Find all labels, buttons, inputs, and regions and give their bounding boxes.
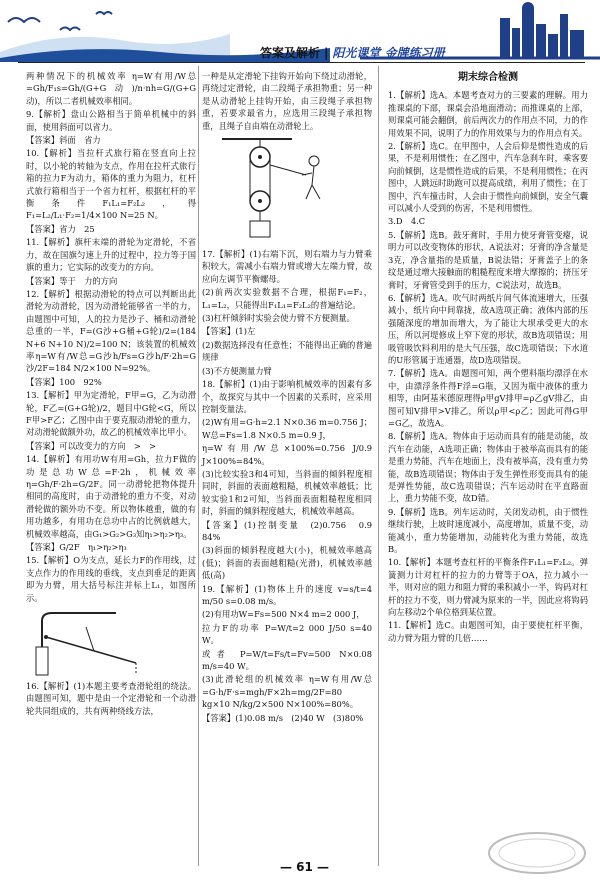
- pulley-diagram: [202, 135, 352, 245]
- paragraph: 16.【解析】(1)本题主要考查滑轮组的绕法。由题图可知，题中是由一个定滑轮和一个动滑轮共同组成的，共有两种绕线方法，: [26, 681, 196, 716]
- paragraph: (3)比较实验3和4可知，当斜面的倾斜程度相同时，斜面的表面越粗糙，机械效率越低；比较实验1和2可知，当斜面表面粗糙程度相同时，斜面的倾斜程度越大，机械效率越高。: [202, 468, 372, 517]
- column-left: [26, 70, 196, 870]
- paragraph: 19.【解析】(1)物体上升的速度 v=s/t=4 m/50 s=0.08 m/s。: [202, 583, 372, 606]
- paragraph: 18.【解析】(1)由于影响机械效率的因素有多个，故探究与其中一个因素的关系时，应采用控制变量法。: [202, 379, 372, 414]
- paragraph: 【答案】(1)控制变量 (2)0.756 0.9 84%: [202, 519, 381, 542]
- paragraph: 【答案】省力 25: [26, 223, 95, 234]
- paragraph: 【答案】(1)0.08 m/s (2)40 W (3)80%: [202, 712, 364, 723]
- series-label: 阳光课堂 金牌练习册: [332, 46, 445, 60]
- paragraph: (2)前两次实验数据不合理，根据F₁=F₂，L₁=L₂，只能得出F₁L₁=F₂L₂的普遍结论。: [202, 287, 372, 310]
- header-rule: [18, 62, 585, 63]
- paragraph: 【答案】斜面 省力: [26, 135, 101, 146]
- paragraph: 【答案】(1)左: [202, 326, 256, 337]
- section-title: 期末综合检测: [458, 72, 518, 83]
- page-number: — 61 —: [280, 860, 330, 874]
- paragraph: (3)不方便测量力臂: [202, 365, 272, 376]
- column-divider: [378, 66, 379, 866]
- paragraph: 14.【解析】有用功W有用=Gh，拉力F做的功是总功W总=F·2h，机械效率η=Gh/F·2h=G/2F。同一动滑轮把物体提升相同的高度时，由于动滑轮的重力不变，对动滑轮做的额外功不变。所以物体越重，做的有用功越多，有用功在总功中占的比例就越大，机械效率越高，由G₁>G₂>G₃知η₁>η₂>η₃。: [26, 454, 196, 539]
- paragraph: 11.【解析】旗杆末端的滑轮为定滑轮，不省力，故在国旗匀速上升的过程中，拉力等于国旗的重力；它实际的改变力的方向。: [26, 237, 196, 273]
- paragraph: 10.【解析】本题考查杠杆的平衡条件F₁L₁=F₂L₂。弹簧测力计对杠杆的拉力的力臂等于OA，拉力减小一半，则对应的阻力和阻力臂的乘积减小一半，钩码对杠杆的拉力不变，则力臂减为原来的一半，因此应将钩码向左移动2个单位格到某位置。: [388, 557, 588, 618]
- paragraph: 两种情况下的机械效率 η=W有用/W总=Gh/F₁s=Gh/(G+G动)/n·nh=G/(G+G动)，所以二者机械效率相同。: [26, 71, 196, 106]
- paragraph: 【答案】等于 力的方向: [26, 275, 118, 286]
- paragraph: 【答案】100 92%: [26, 376, 102, 387]
- paragraph: 拉力F的功率 P=W/t=2 000 J/50 s=40 W。: [202, 622, 372, 646]
- paragraph: (2)数据选择没有任意性；不能得出正确的普遍规律: [202, 339, 372, 363]
- lever-diagram: [26, 607, 186, 677]
- paragraph: 一种是从定滑轮下挂钩开始向下绕过动滑轮，再绕过定滑轮，由二段绳子承担物重；另一种是从动滑轮上挂钩开始，由三段绳子承担物重，若要求最省力，应选用三段绳子承担物重，且绳子自由端在动滑轮上。: [202, 71, 372, 131]
- paragraph: 17.【解析】(1)右端下沉，则右端力与力臂乘积较大，需减小右端力臂或增大左端力臂，故应向左调节平衡螺母。: [202, 249, 372, 284]
- paragraph: 1.【解析】选A。本题考查对力的三要素的理解。用力推课桌的下部，课桌会沿地面滑动；而推课桌的上部，则课桌可能会翻倒，前后两次力的作用点不同，力的作用效果不同，说明了力的作用效果与力的作用点有关。: [388, 90, 588, 138]
- paragraph: 5.【解析】选B。鼓牙膏时，手用力使牙膏管变瘪，说明力可以改变物体的形状，A说法对；牙膏的净含量是3克，净含量指的是质量，B说法错；牙膏盖子上的条纹是通过增大接触面的粗糙程度来增大摩擦的；挤压牙膏时，牙膏管受到手的压力，C说法对，故选B。: [388, 229, 588, 290]
- paragraph: 11.【解析】选C。由题图可知，由于要使杠杆平衡，动力臂为阻力臂的几倍……: [388, 620, 588, 643]
- paragraph: 6.【解析】选A。吹气时两纸片间气体流速增大，压强减小，纸片向中间靠拢，故A选项正确；液体内部的压强随深度的增加而增大，为了能让大坝承受更大的水压，所以河堤修成上窄下宽的形状，故B选项错误；用吸管吸饮料利用的是大气压强，故C选项错误；下水道的U形管属于连通器，故D选项错误。: [388, 292, 588, 365]
- paragraph: (3)斜面的倾斜程度越大(小)，机械效率越高(低)；斜面的表面越粗糙(光滑)，机械效率越低(高): [202, 545, 372, 581]
- paragraph: 2.【解析】选C。在甲图中，人会后仰是惯性造成的后果，不是利用惯性；在乙图中，汽车急刹车时，乘客要向前倾倒，这是惯性造成的后果，不是利用惯性；在丙图中，人跳远时助跑可以提高成绩，利用了惯性；在丁图中，汽车撞击时，人会由于惯性向前倾倒，安全气囊可以减小人受到的伤害，不是利用惯性。: [388, 141, 588, 214]
- seagull-icon: [8, 12, 112, 30]
- paragraph: 3.D 4.C: [388, 216, 426, 227]
- paragraph: 9.【解析】盘山公路相当于简单机械中的斜面，使用斜面可以省力。: [26, 109, 196, 132]
- paragraph: (3)杠杆倾斜时实验会使力臂不方便测量。: [202, 313, 355, 324]
- paragraph: (2)W有用=G·h=2.1 N×0.36 m=0.756 J；W总=Fs=1.8 N×0.5 m=0.9 J，: [202, 417, 372, 440]
- column-right: [388, 70, 588, 870]
- running-header: 答案及解析 | 阳光课堂 金牌练习册: [260, 46, 445, 60]
- paragraph: 13.【解析】甲为定滑轮，F甲=G，乙为动滑轮，F乙=(G+G轮)/2，题目中G轮<G，所以F甲>F乙；乙图中由于要克服动滑轮的重力，对动滑轮做额外功，故乙的机械效率比甲小。: [26, 390, 196, 438]
- paragraph: 8.【解析】选A。物体由于运动而具有的能是动能，故汽车在动能，A选项正确；物体由于被举高而具有的能是重力势能，汽车在地面上，没有被举高，没有重力势能，故B选项错误；物体由于发生弹性形变而具有的能是弹性势能，故C选项错误；汽车运动时在平直路面上，重力势能不变，故D错。: [388, 431, 588, 504]
- paragraph: 【答案】G/2F η₁>η₂>η₃: [26, 542, 127, 553]
- paragraph: 15.【解析】O为支点，延长力F的作用线，过支点作力的作用线的垂线，支点到垂足的距离即为力臂，用大括号标注并标上L₁，如图所示。: [26, 555, 196, 603]
- section-label: 答案及解析: [260, 46, 321, 60]
- column-middle: [202, 70, 381, 870]
- paragraph: 9.【解析】选B。列车运动时，关闭发动机，由于惯性继续行驶，上坡时速度减小，高度增加，质量不变，动能减小，重力势能增加，动能转化为重力势能，故选B。: [388, 506, 588, 555]
- city-skyline-icon: [500, 2, 584, 58]
- paragraph: 12.【解析】根据动滑轮的特点可以判断出此滑轮为动滑轮，因为动滑轮能够省一半的力，由题图中可知，人的拉力是沙子、桶和动滑轮总重的一半，F=(G沙+G桶+G轮)/2=(184 N+6 N+10 N)/2=100 N；该装置的机械效率η=W有/W总=G沙h/Fs=G沙h/F·2h=G沙/2F=184 N/2×100 N=92%。: [26, 288, 196, 374]
- paragraph: 10.【解析】当拉杆式旅行箱在竖直向上拉时，以小轮的转轴为支点，作用在拉杆式旅行箱的拉力F为动力，箱体的重力为阻力，杠杆式旅行箱相当于一个省力杠杆，根据杠杆的平衡条件F₁L₁=F₂L₂，得F₁=L₂/L₁·F₂=1/4×100 N=25 N。: [26, 148, 196, 221]
- paragraph: η=W有用/W总×100%=0.756 J/0.9 J×100%=84%。: [202, 443, 372, 466]
- paragraph: 或者 P=W/t=Fs/t=Fv=500 N×0.08 m/s=40 W。: [202, 648, 372, 672]
- paragraph: 7.【解析】选A。由题图可知，两个塑料瓶均漂浮在水中，由漂浮条件得F浮=G瓶，又因为瓶中液体的重力相等，由阿基米德原理得ρ甲gV排甲=ρ乙gV排乙，由图可知V排甲>V排乙，所以ρ甲<ρ乙；因此可得G甲=G乙，故选A。: [388, 368, 588, 428]
- paragraph: (2)有用功W=Fs=500 N×4 m=2 000 J，: [202, 609, 365, 620]
- watermark-stamp: [486, 830, 588, 876]
- paragraph: 【答案】可以改变力的方向 > >: [26, 440, 157, 451]
- column-divider: [198, 66, 199, 866]
- paragraph: (3)此滑轮组的机械效率 η=W有用/W总=G·h/F·s=mgh/F×2h=mg/2F=80 kg×10 N/kg/2×500 N×100%=80%。: [202, 674, 372, 710]
